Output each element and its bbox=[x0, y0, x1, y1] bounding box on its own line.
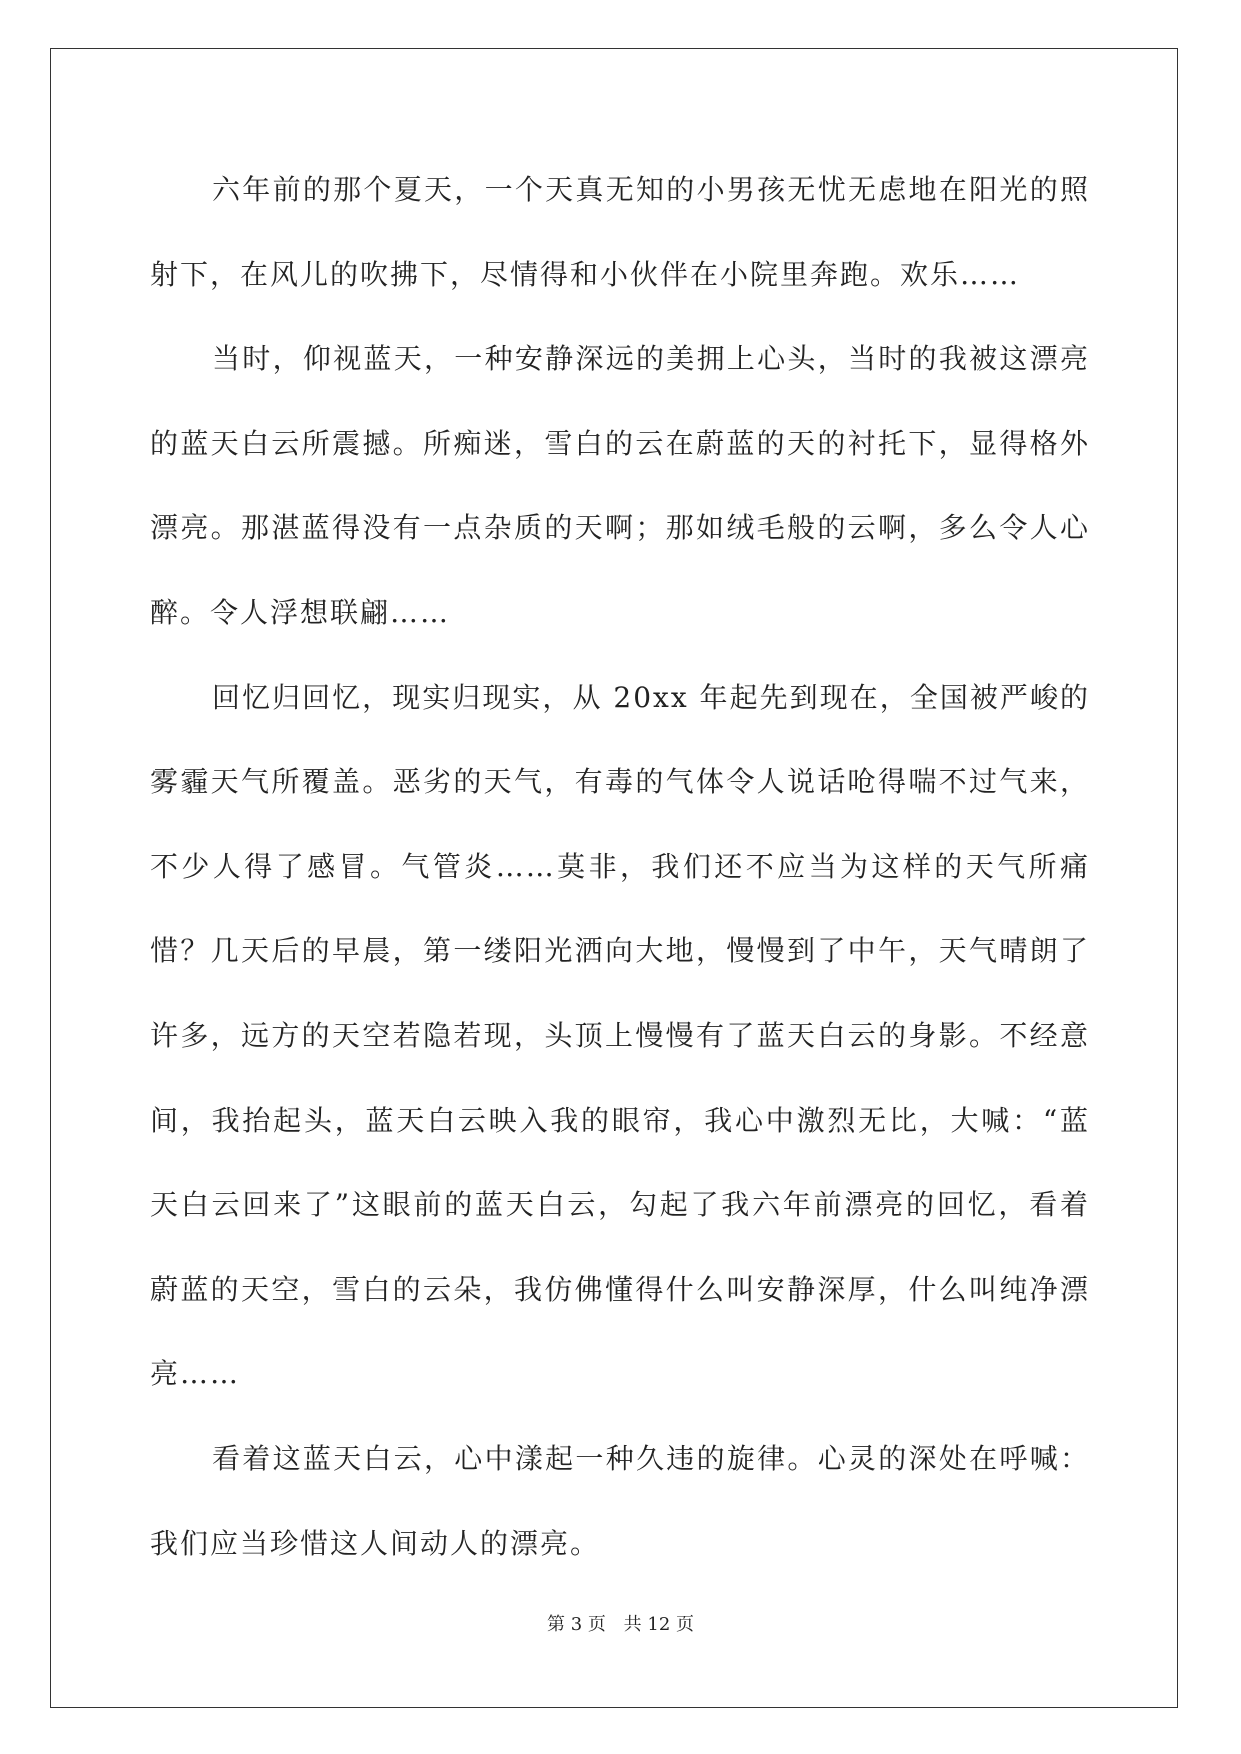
page-number: 第 3 页 bbox=[547, 1614, 606, 1635]
paragraph: 看着这蓝天白云，心中漾起一种久违的旋律。心灵的深处在呼喊：我们应当珍惜这人间动人的漂亮。 bbox=[150, 1441, 1090, 1560]
paragraph: 回忆归回忆，现实归现实，从 20xx 年起先到现在，全国被严峻的雾霾天气所覆盖。恶劣的天气，有毒的气体令人说话呛得喘不过气来，不少人得了感冒。气管炎……莫非，我们还不应当为这样的天气所痛惜？几天后的早晨，第一缕阳光洒向大地，慢慢到了中午，天气晴朗了许多，远方的天空若隐若现，头顶上慢慢有了蓝天白云的身影。不经意间，我抬起头，蓝天白云映入我的眼帘，我心中激烈无比，大喊：“蓝天白云回来了”这眼前的蓝天白云，勾起了我六年前漂亮的回忆，看着蔚蓝的天空，雪白的云朵，我仿佛懂得什么叫安静深厚，什么叫纯净漂亮…… bbox=[150, 680, 1090, 1391]
page-total: 共 12 页 bbox=[623, 1614, 694, 1635]
document-body bbox=[150, 148, 1090, 1586]
paragraph: 六年前的那个夏天，一个天真无知的小男孩无忧无虑地在阳光的照射下，在风儿的吹拂下，尽情得和小伙伴在小院里奔跑。欢乐…… bbox=[150, 173, 1090, 291]
paragraph: 当时，仰视蓝天，一种安静深远的美拥上心头，当时的我被这漂亮的蓝天白云所震撼。所痴迷，雪白的云在蔚蓝的天的衬托下，显得格外漂亮。那湛蓝得没有一点杂质的天啊；那如绒毛般的云啊，多么令人心醉。令人浮想联翩…… bbox=[150, 342, 1090, 629]
page-footer bbox=[0, 1610, 1241, 1636]
